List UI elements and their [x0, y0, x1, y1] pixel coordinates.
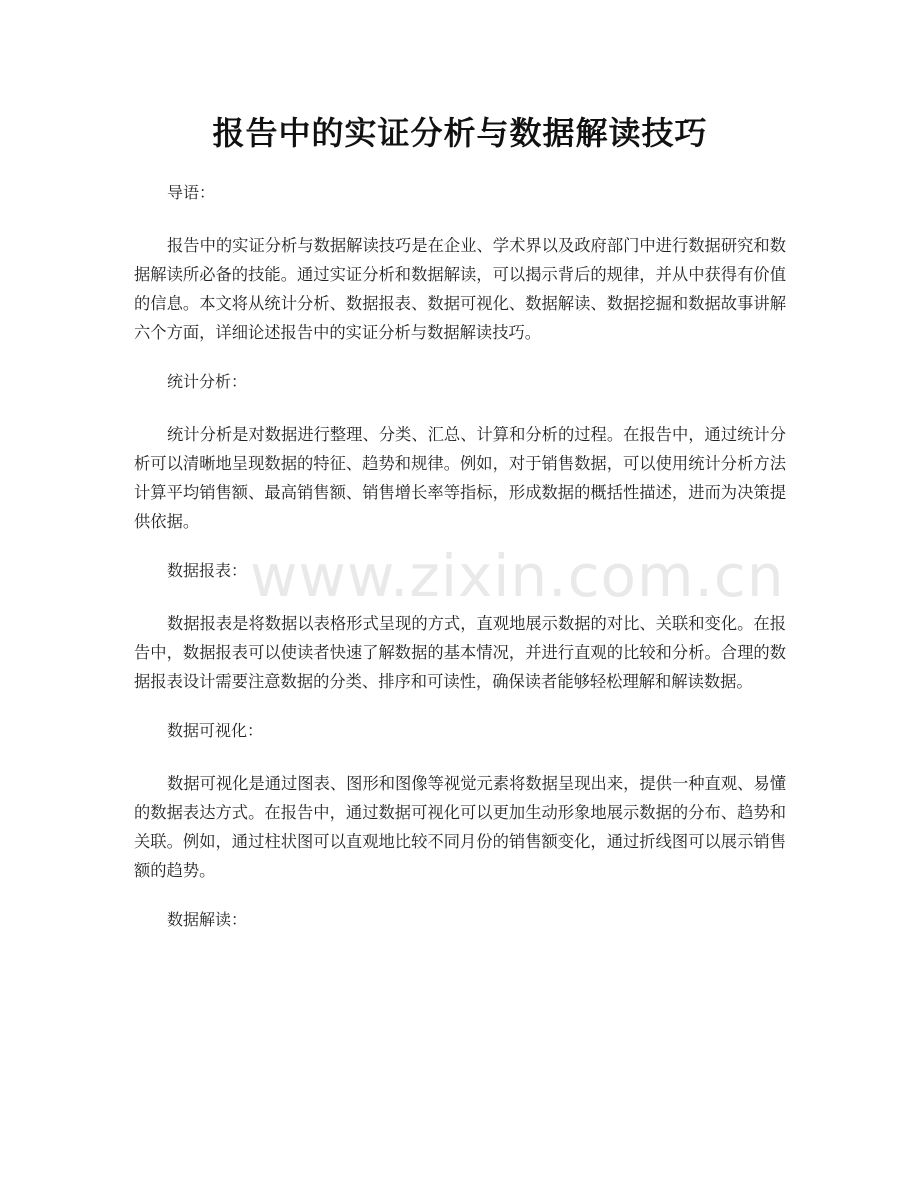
- section-paragraph-reports: 数据报表是将数据以表格形式呈现的方式，直观地展示数据的对比、关联和变化。在报告中，数据报表可以使读者快速了解数据的基本情况，并进行直观的比较和分析。合理的数据报表设计需要注意数据的分类、排序和可读性，确保读者能够轻松理解和解读数据。: [134, 614, 786, 691]
- section-paragraph-visualization: 数据可视化是通过图表、图形和图像等视觉元素将数据呈现出来，提供一种直观、易懂的数据表达方式。在报告中，通过数据可视化可以更加生动形象地展示数据的分布、趋势和关联。例如，通过柱状图可以直观地比较不同月份的销售额变化，通过折线图可以展示销售额的趋势。: [134, 774, 786, 880]
- section-paragraph-statistics: 统计分析是对数据进行整理、分类、汇总、计算和分析的过程。在报告中，通过统计分析可以清晰地呈现数据的特征、趋势和规律。例如，对于销售数据，可以使用统计分析方法计算平均销售额、最高销售额、销售增长率等指标，形成数据的概括性描述，进而为决策提供依据。: [134, 425, 786, 531]
- document-title: 报告中的实证分析与数据解读技巧: [212, 114, 708, 152]
- watermark: www.zixin.com.cn: [250, 542, 785, 610]
- section-heading-intro: 导语：: [167, 183, 216, 202]
- section-paragraph-intro: 报告中的实证分析与数据解读技巧是在企业、学术界以及政府部门中进行数据研究和数据解读所必备的技能。通过实证分析和数据解读，可以揭示背后的规律，并从中获得有价值的信息。本文将从统计分析、数据报表、数据可视化、数据解读、数据挖掘和数据故事讲解六个方面，详细论述报告中的实证分析与数据解读技巧。: [134, 236, 786, 342]
- section-heading-reports: 数据报表：: [167, 561, 248, 580]
- section-heading-statistics: 统计分析：: [167, 372, 248, 391]
- section-heading-visualization: 数据可视化：: [167, 721, 264, 740]
- document-body: [134, 178, 786, 935]
- section-heading-interpretation: 数据解读：: [167, 910, 248, 929]
